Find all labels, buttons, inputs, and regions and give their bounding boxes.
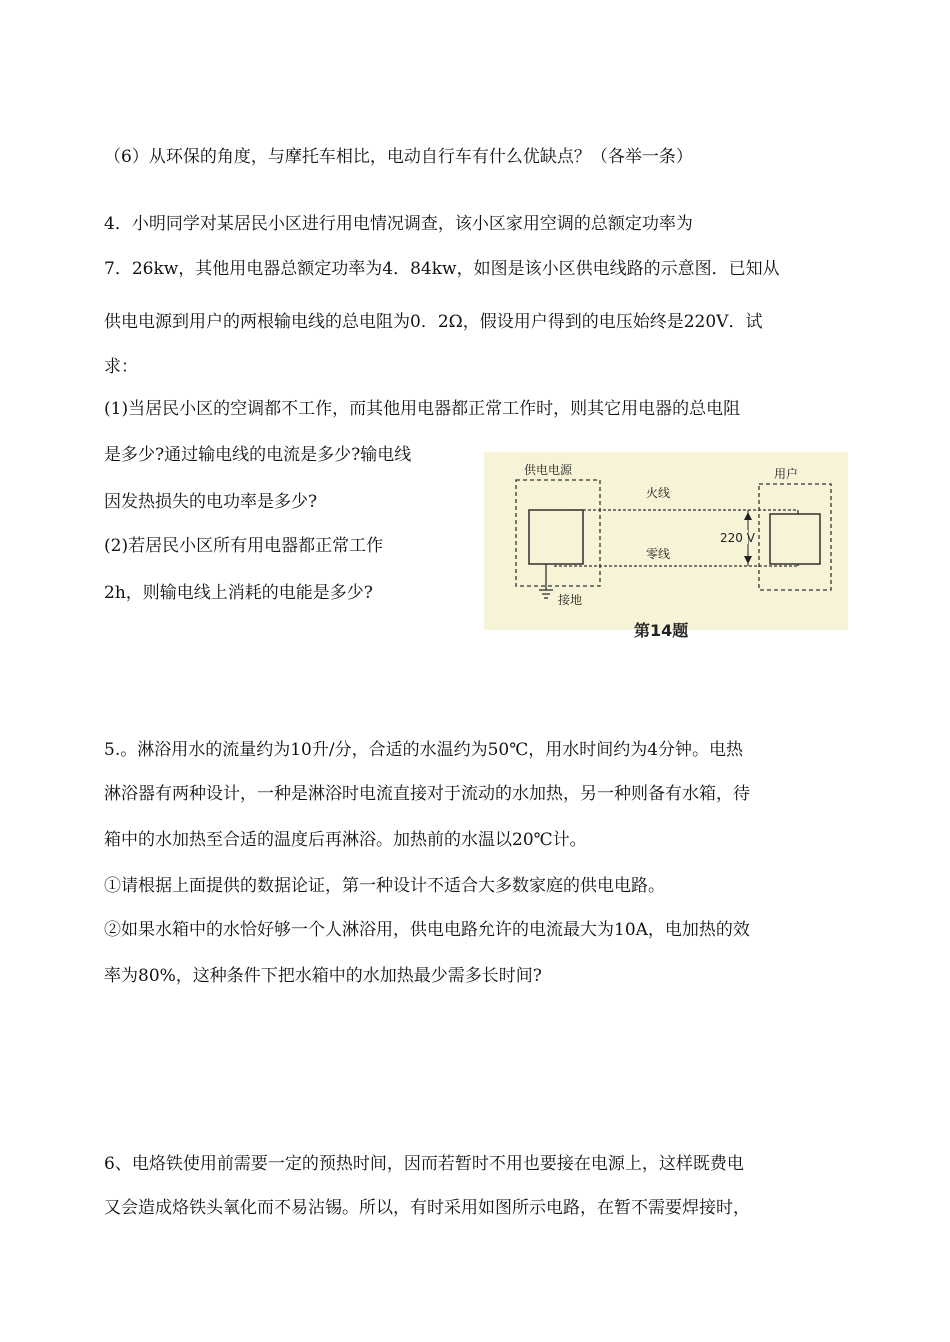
question-5-line-1: 5.。淋浴用水的流量约为10升/分，合适的水温约为50℃，用水时间约为4分钟。电热 bbox=[104, 740, 744, 760]
question-5-line-3: 箱中的水加热至合适的温度后再淋浴。加热前的水温以20℃计。 bbox=[104, 830, 587, 850]
question-4-line-2: 7．26kw，其他用电器总额定功率为4．84kw，如图是该小区供电线路的示意图．已知从 bbox=[104, 259, 780, 279]
source-label: 供电电源 bbox=[524, 463, 573, 477]
source-box bbox=[529, 510, 583, 564]
question-5-line-2: 淋浴器有两种设计，一种是淋浴时电流直接对于流动的水加热，另一种则备有水箱，待 bbox=[104, 784, 750, 804]
question-6-line-1: 6、电烙铁使用前需要一定的预热时间，因而若暂时不用也要接在电源上，这样既费电 bbox=[104, 1154, 744, 1174]
question-4-part-1: (1)当居民小区的空调都不工作，而其他用电器都正常工作时，则其它用电器的总电阻 bbox=[104, 399, 741, 419]
question-5-part-2: ②如果水箱中的水恰好够一个人淋浴用，供电电路允许的电流最大为10A，电加热的效 bbox=[104, 920, 750, 940]
question-5-part-1: ①请根据上面提供的数据论证，第一种设计不适合大多数家庭的供电电路。 bbox=[104, 876, 665, 896]
user-box bbox=[770, 514, 820, 564]
question-4-part-2: (2)若居民小区所有用电器都正常工作 bbox=[104, 536, 384, 556]
question-4-line-3: 供电电源到用户的两根输电线的总电阻为0．2Ω，假设用户得到的电压始终是220V．试 bbox=[104, 312, 763, 332]
question-6-sub6: （6）从环保的角度，与摩托车相比，电动自行车有什么优缺点？（各举一条） bbox=[104, 147, 693, 167]
voltage-label: 220 V bbox=[720, 531, 755, 545]
circuit-diagram bbox=[484, 452, 848, 640]
question-4-part-1-cont: 是多少?通过输电线的电流是多少?输电线 bbox=[104, 445, 412, 465]
question-4-part-2-cont: 2h，则输电线上消耗的电能是多少? bbox=[104, 583, 373, 603]
question-4-part-1-cont2: 因发热损失的电功率是多少? bbox=[104, 492, 318, 512]
figure-caption: 第14题 bbox=[634, 621, 689, 640]
neutral-label: 零线 bbox=[646, 547, 671, 561]
question-5-part-2-cont: 率为80%，这种条件下把水箱中的水加热最少需多长时间? bbox=[104, 966, 542, 986]
question-4-line-1: 4．小明同学对某居民小区进行用电情况调查，该小区家用空调的总额定功率为 bbox=[104, 214, 693, 234]
question-4-line-4: 求： bbox=[104, 357, 138, 377]
user-label: 用户 bbox=[774, 467, 799, 481]
live-label: 火线 bbox=[646, 486, 671, 500]
ground-label: 接地 bbox=[558, 593, 583, 607]
question-6-line-2: 又会造成烙铁头氧化而不易沾锡。所以，有时采用如图所示电路，在暂不需要焊接时， bbox=[104, 1198, 750, 1218]
